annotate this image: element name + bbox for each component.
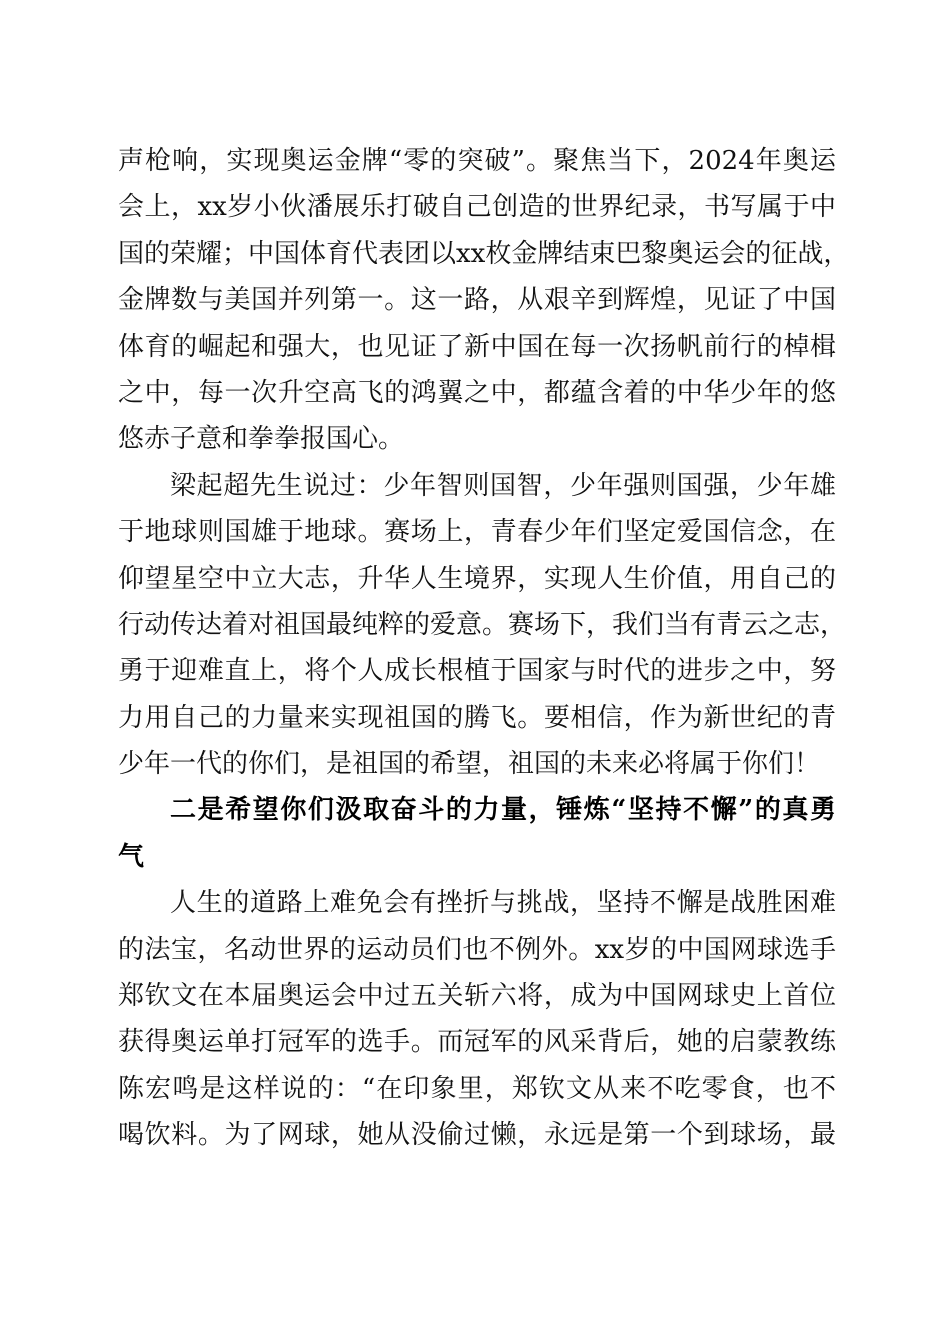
text-line: 郑钦文在本届奥运会中过五关斩六将，成为中国网球史上首位 — [118, 981, 836, 1012]
text-line: 仰望星空中立大志，升华人生境界，实现人生价值，用自己的 — [118, 563, 836, 594]
text-line: 悠赤子意和拳拳报国心。 — [118, 424, 405, 455]
text-line: 获得奥运单打冠军的选手。而冠军的风采背后，她的启蒙教练 — [118, 1027, 836, 1058]
paragraph-liang-quote — [118, 463, 847, 788]
text-line: 陈宏鸣是这样说的：“在印象里，郑钦文从来不吃零食，也不 — [118, 1073, 836, 1104]
heading-line: 气 — [118, 841, 145, 872]
text-line: 行动传达着对祖国最纯粹的爱意。赛场下，我们当有青云之志， — [118, 609, 847, 640]
text-line: 体育的崛起和强大，也见证了新中国在每一次扬帆前行的棹楫 — [118, 331, 836, 362]
text-line: 金牌数与美国并列第一。这一路，从艰辛到辉煌，见证了中国 — [118, 285, 836, 316]
heading-line: 二是希望你们汲取奋斗的力量，锤炼“坚持不懈”的真勇 — [170, 795, 836, 826]
section-heading — [118, 787, 836, 880]
text-line: 力用自己的力量来实现祖国的腾飞。要相信，作为新世纪的青 — [118, 702, 836, 733]
text-line: 勇于迎难直上，将个人成长根植于国家与时代的进步之中，努 — [118, 656, 836, 687]
text-line: 梁起超先生说过：少年智则国智，少年强则国强，少年雄 — [170, 470, 836, 501]
text-line: 喝饮料。为了网球，她从没偷过懒，永远是第一个到球场，最 — [118, 1120, 836, 1151]
text-line: 国的荣耀；中国体育代表团以xx枚金牌结束巴黎奥运会的征战， — [118, 238, 850, 269]
text-line: 之中，每一次升空高飞的鸿翼之中，都蕴含着的中华少年的悠 — [118, 377, 836, 408]
text-line: 于地球则国雄于地球。赛场上，青春少年们坚定爱国信念，在 — [118, 517, 836, 548]
paragraph-zheng-qinwen — [118, 880, 836, 1158]
text-line: 的法宝，名动世界的运动员们也不例外。xx岁的中国网球选手 — [118, 934, 836, 965]
document-body — [118, 138, 850, 1159]
text-line: 人生的道路上难免会有挫折与挑战，坚持不懈是战胜困难 — [170, 888, 836, 919]
text-line: 会上，xx岁小伙潘展乐打破自己创造的世界纪录，书写属于中 — [118, 192, 836, 223]
text-line: 声枪响，实现奥运金牌“零的突破”。聚焦当下，2024年奥运 — [118, 146, 836, 176]
text-line: 少年一代的你们，是祖国的希望，祖国的未来必将属于你们！ — [118, 749, 821, 780]
paragraph-olympic-history — [118, 138, 850, 463]
